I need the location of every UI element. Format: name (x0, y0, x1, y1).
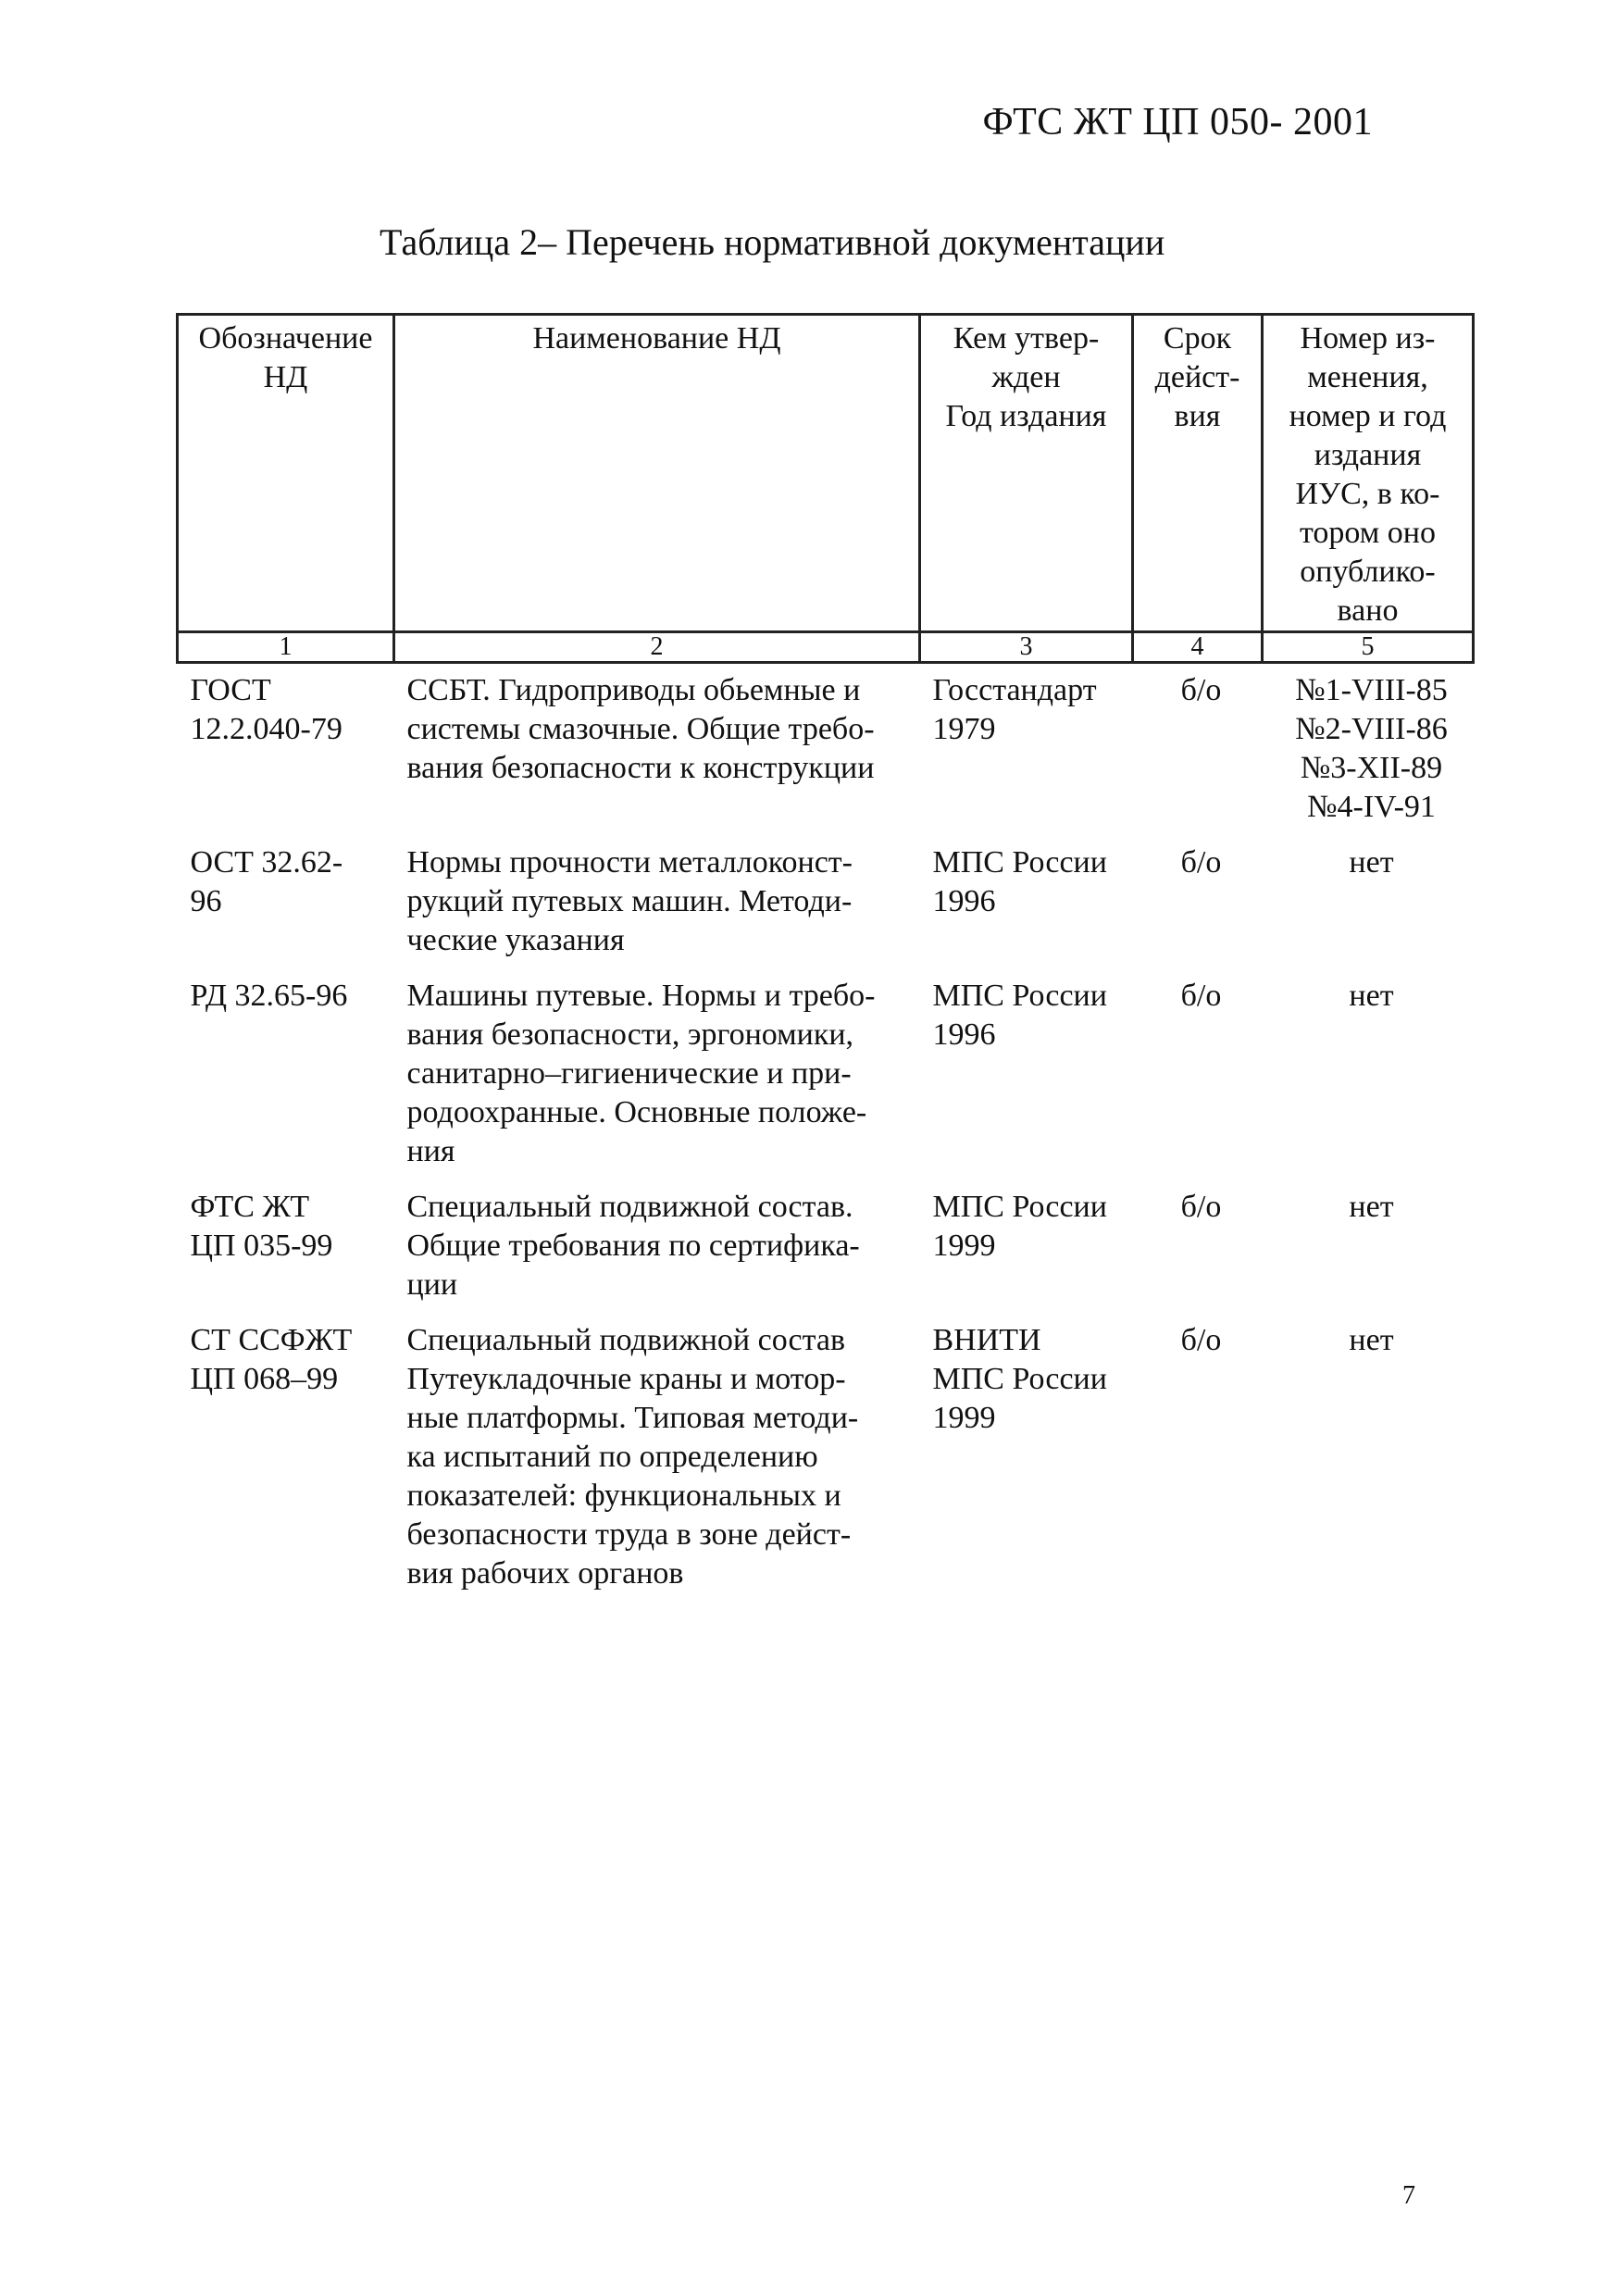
table-row (178, 1188, 1474, 1321)
term-cell: б/о (1180, 1323, 1222, 1357)
name-cell: Специальный подвижной состав. Общие требования по сертифика- ции (406, 1190, 860, 1302)
approved-cell: Госстандарт 1979 (932, 673, 1097, 746)
changes-cell: нет (1349, 1323, 1394, 1357)
term-cell: б/о (1180, 1190, 1222, 1224)
designation-cell: РД 32.65-96 (190, 979, 348, 1013)
column-number: 5 (1263, 632, 1474, 663)
changes-cell: нет (1349, 1190, 1394, 1224)
designation-cell: ФТС ЖТ ЦП 035-99 (190, 1190, 333, 1263)
designation-cell: СТ ССФЖТ ЦП 068–99 (190, 1323, 353, 1396)
header-name: Наименование НД (394, 315, 920, 632)
approved-cell: МПС России 1996 (932, 845, 1107, 918)
changes-cell: нет (1349, 845, 1394, 880)
table-header-row (178, 315, 1474, 632)
page-number: 7 (1402, 2181, 1415, 2210)
column-number: 1 (178, 632, 394, 663)
name-cell: Нормы прочности металлоконст- рукций путевых машин. Методи- ческие указания (406, 845, 853, 957)
changes-cell: нет (1349, 979, 1394, 1013)
document-code: ФТС ЖТ ЦП 050- 2001 (982, 101, 1373, 144)
header-validity-term: Срок дейст- вия (1133, 315, 1263, 632)
designation-cell: ГОСТ 12.2.040-79 (190, 673, 342, 746)
changes-cell: №1-VIII-85 №2-VIII-86 №3-XII-89 №4-IV-91 (1295, 673, 1448, 824)
table-row (178, 663, 1474, 844)
column-number: 3 (920, 632, 1133, 663)
header-approved-by: Кем утвер- жден Год издания (920, 315, 1133, 632)
approved-cell: ВНИТИ МПС России 1999 (932, 1323, 1107, 1435)
column-number-row (178, 632, 1474, 663)
column-number: 2 (394, 632, 920, 663)
table-row (178, 843, 1474, 977)
term-cell: б/о (1180, 979, 1222, 1013)
table-title: Таблица 2– Перечень нормативной документации (380, 221, 1165, 263)
table-row (178, 977, 1474, 1188)
term-cell: б/о (1180, 845, 1222, 880)
header-designation: Обозначение НД (178, 315, 394, 632)
name-cell: Машины путевые. Нормы и требо- вания безопасности, эргономики, санитарно–гигиенические и при- родоохранные. Основные положе- ния (406, 979, 876, 1168)
approved-cell: МПС России 1999 (932, 1190, 1107, 1263)
name-cell: Специальный подвижной состав Путеукладочные краны и мотор- ные платформы. Типовая методи- ка испытаний по определению показателей: функциональных и безопасности труда в зоне дейст- вия рабочих органов (406, 1323, 859, 1591)
table-row (178, 1321, 1474, 1610)
approved-cell: МПС России 1996 (932, 979, 1107, 1052)
name-cell: ССБТ. Гидроприводы обьемные и системы смазочные. Общие требо- вания безопасности к конструкции (406, 673, 875, 785)
designation-cell: ОСТ 32.62- 96 (190, 845, 343, 918)
header-change-number: Номер из- менения, номер и год издания ИУС, в ко- тором оно опублико- вано (1263, 315, 1474, 632)
term-cell: б/о (1180, 673, 1222, 707)
column-number: 4 (1133, 632, 1263, 663)
normative-documents-table (176, 313, 1475, 1610)
